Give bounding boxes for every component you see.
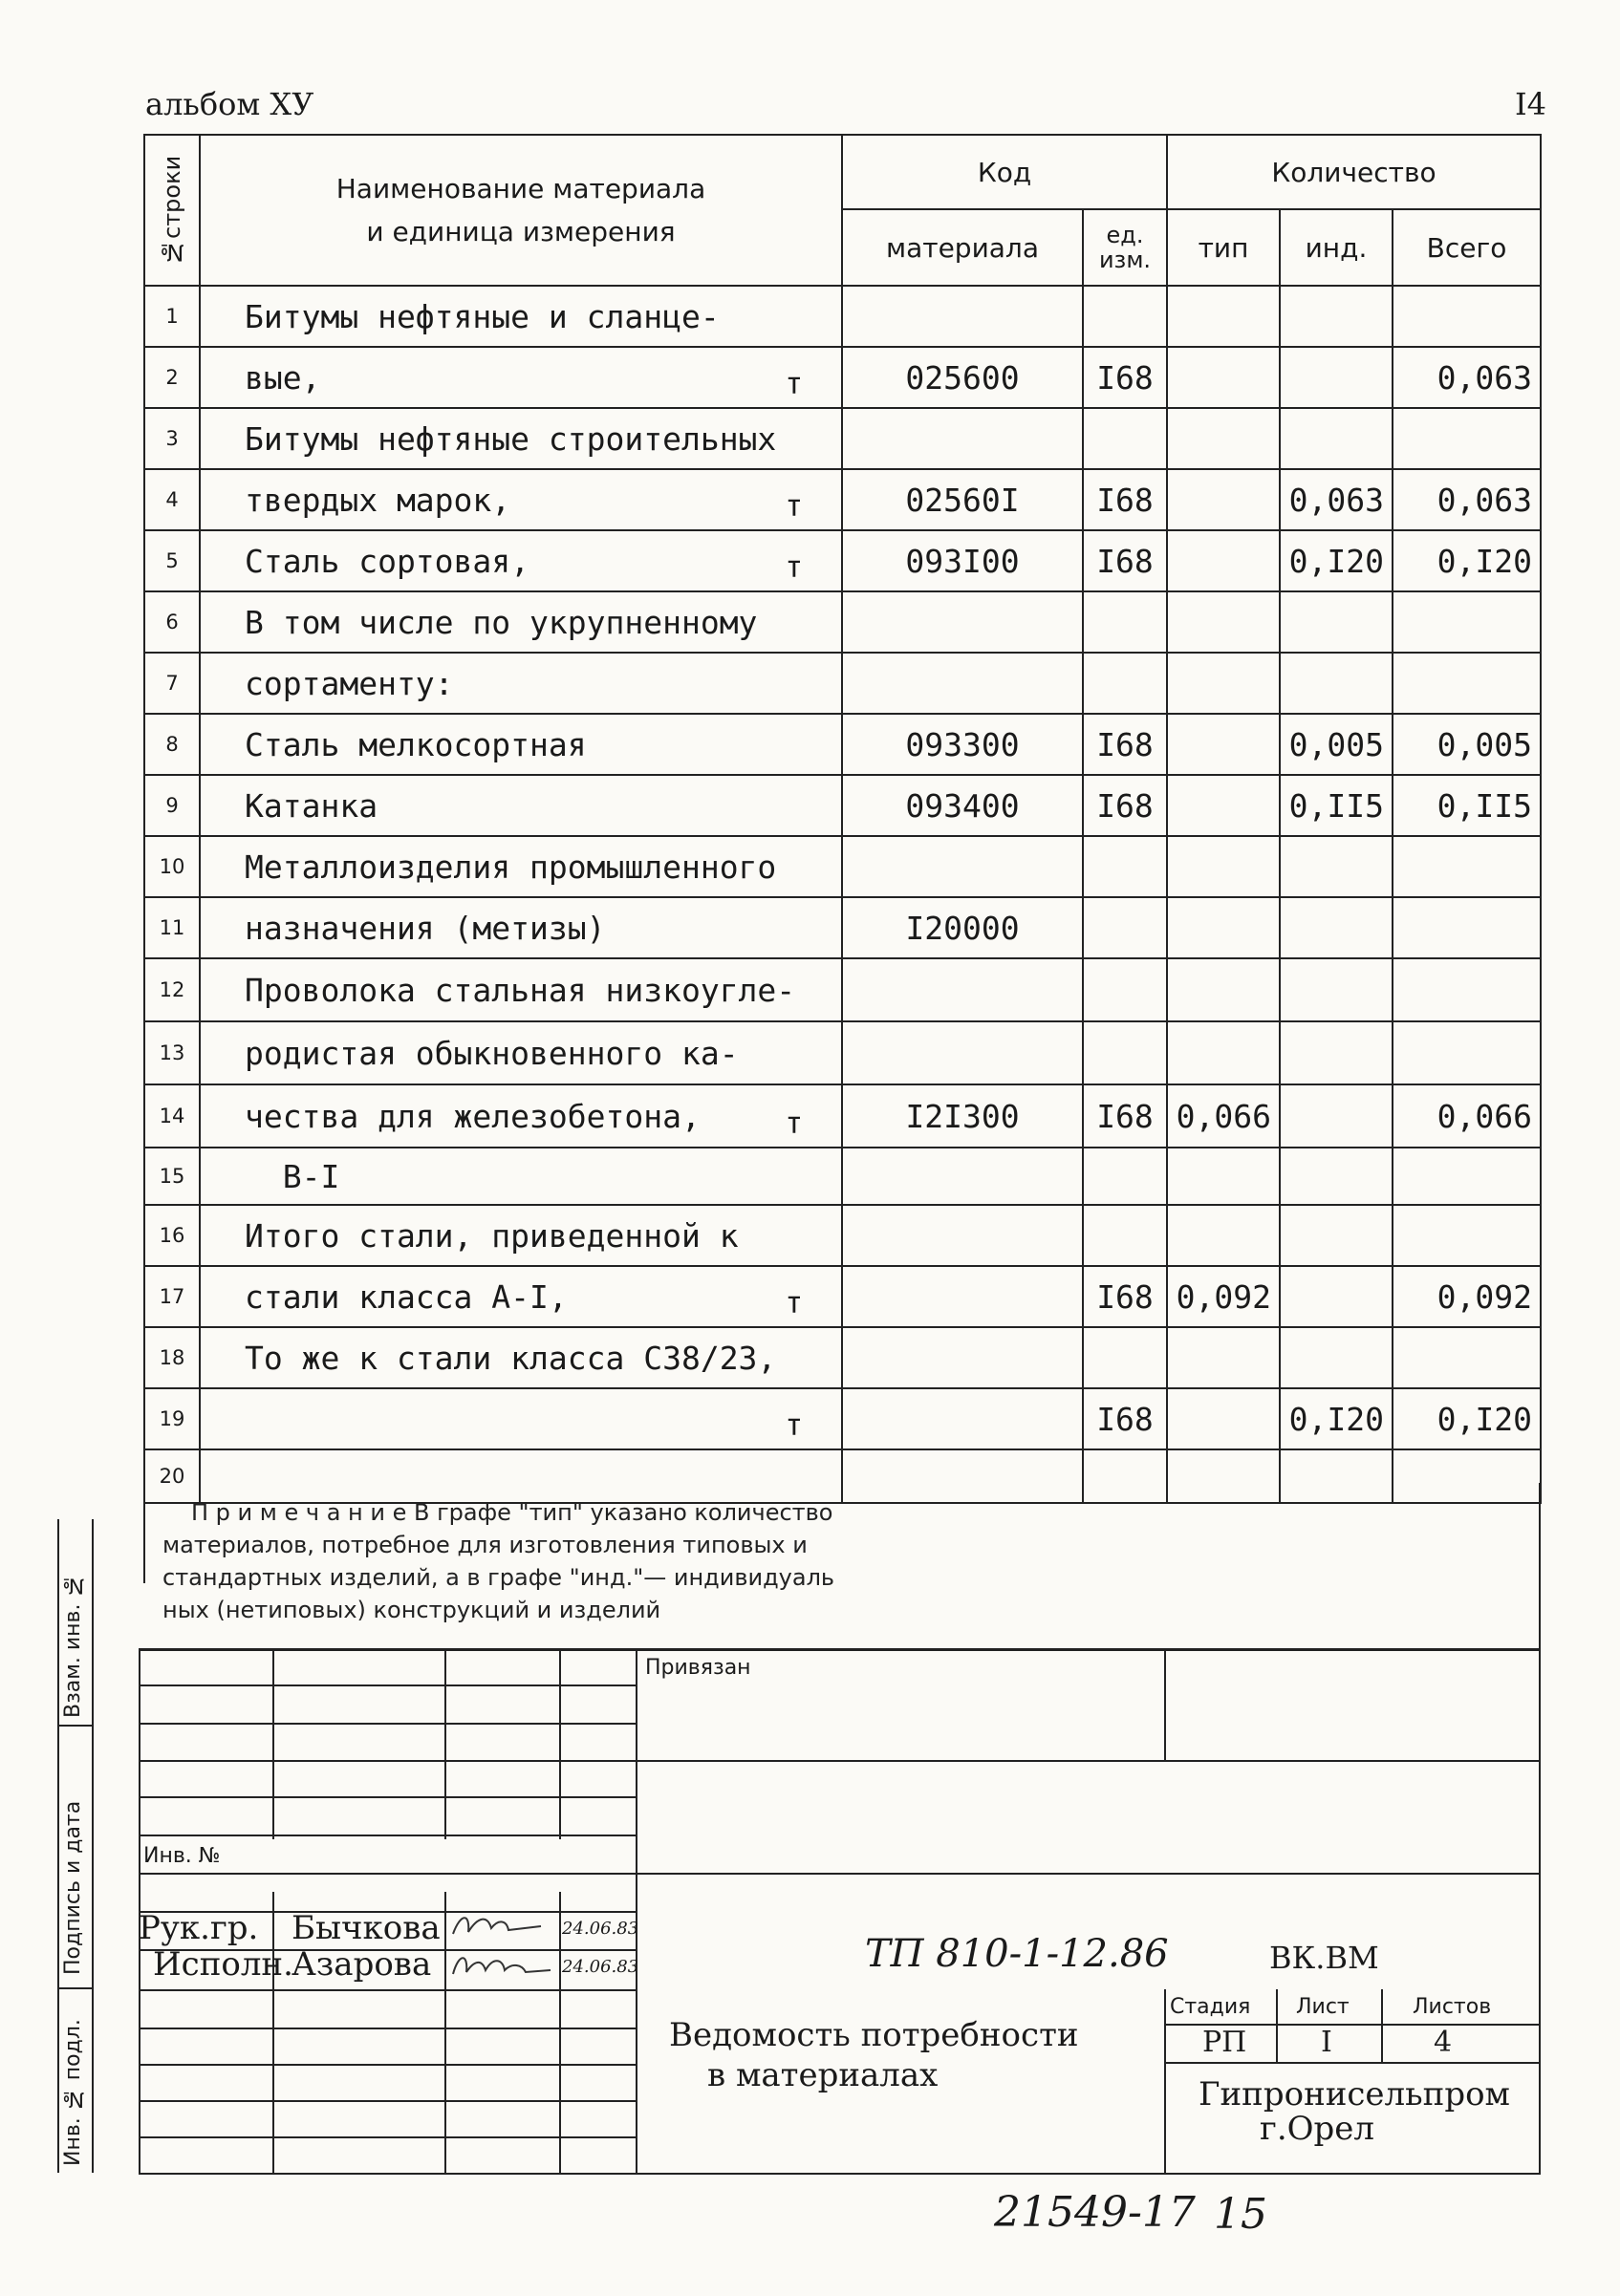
row-number (144, 1205, 200, 1266)
table-row (144, 1084, 1541, 1148)
doc-suffix: ВК.ВМ (1269, 1940, 1379, 1976)
qty-type (1167, 714, 1280, 775)
unit-letter: т (785, 1106, 803, 1141)
unit-code (1083, 1327, 1167, 1388)
unit-code (1083, 1449, 1167, 1503)
qty-ind (1280, 1449, 1393, 1503)
material-code (842, 1084, 1083, 1148)
material-name (200, 1327, 842, 1388)
row-number (144, 347, 200, 408)
unit-code (1083, 1084, 1167, 1148)
row-number (144, 1388, 200, 1449)
unit-code (1083, 591, 1167, 653)
qty-type (1167, 958, 1280, 1021)
album-label: альбом ХУ (145, 86, 314, 122)
qty-type (1167, 1148, 1280, 1205)
page-number: I4 (1515, 86, 1546, 122)
material-name-text: Катанка (245, 786, 378, 825)
row-number-text: 15 (159, 1165, 185, 1188)
qty-total (1393, 286, 1541, 347)
row-number-text: 11 (159, 916, 185, 939)
unit-code-text: I68 (1096, 786, 1154, 825)
qty-total (1393, 469, 1541, 530)
stage-label: Стадия (1170, 1995, 1251, 2019)
material-name (200, 286, 842, 347)
table-row (144, 469, 1541, 530)
qty-total (1393, 714, 1541, 775)
material-code (842, 1388, 1083, 1449)
qty-type-text: 0,092 (1176, 1277, 1271, 1316)
material-code (842, 1449, 1083, 1503)
row-number (144, 714, 200, 775)
qty-ind (1280, 714, 1393, 775)
side-label-podpis: Подпись и дата (61, 1800, 85, 1975)
qty-total (1393, 1205, 1541, 1266)
title-line-1: Ведомость потребности (669, 2016, 1079, 2054)
material-code-text: 025600 (905, 358, 1020, 397)
material-code (842, 347, 1083, 408)
table-row (144, 1148, 1541, 1205)
qty-ind (1280, 1266, 1393, 1327)
header-row-number: №строки (144, 135, 200, 286)
material-name (200, 1205, 842, 1266)
material-code (842, 1205, 1083, 1266)
material-code (842, 530, 1083, 591)
qty-ind (1280, 1327, 1393, 1388)
material-code (842, 591, 1083, 653)
header-name-line2: и единица измерения (366, 216, 676, 247)
qty-ind-text: 0,I20 (1288, 1400, 1384, 1438)
qty-total (1393, 1449, 1541, 1503)
unit-letter: т (785, 1408, 803, 1443)
side-strip-outer-line (57, 1519, 59, 2173)
header-code-material: материала (842, 209, 1083, 286)
material-code (842, 958, 1083, 1021)
material-name (200, 714, 842, 775)
qty-type (1167, 1205, 1280, 1266)
qty-total-text: 0,063 (1436, 481, 1532, 519)
qty-total (1393, 958, 1541, 1021)
qty-ind-text: 0,063 (1288, 481, 1384, 519)
row-number (144, 1266, 200, 1327)
qty-total (1393, 591, 1541, 653)
row-number-text: 19 (159, 1407, 185, 1430)
doc-code: ТП 810-1-12.86 (865, 1932, 1169, 1976)
sheets-label: Листов (1413, 1995, 1492, 2019)
note-line-1: П р и м е ч а н и е В графе "тип" указано количество (191, 1499, 833, 1526)
unit-code (1083, 958, 1167, 1021)
table-row (144, 1388, 1541, 1449)
material-name (200, 836, 842, 897)
qty-total (1393, 408, 1541, 469)
row-number-text: 10 (159, 855, 185, 878)
row-number-text: 17 (159, 1285, 185, 1308)
qty-ind (1280, 836, 1393, 897)
unit-code (1083, 653, 1167, 714)
qty-type (1167, 347, 1280, 408)
row-number-text: 14 (159, 1105, 185, 1127)
unit-code (1083, 347, 1167, 408)
title-line-2: в материалах (707, 2056, 939, 2094)
material-code-text: 093400 (905, 786, 1020, 825)
unit-code (1083, 1266, 1167, 1327)
material-code (842, 1021, 1083, 1084)
unit-code (1083, 897, 1167, 958)
table-body (144, 286, 1541, 1503)
side-label-vzam: Взам. инв. № (61, 1573, 85, 1718)
row-number-text: 13 (159, 1041, 185, 1064)
side-label-inv-podl: Инв. № подл. (61, 2019, 85, 2166)
ruk-date: 24.06.83 (562, 1919, 639, 1939)
table-row (144, 408, 1541, 469)
unit-letter: т (785, 1286, 803, 1320)
row-number (144, 1021, 200, 1084)
material-name-text: Металлоизделия промышленного (245, 848, 777, 886)
qty-total-text: 0,066 (1436, 1097, 1532, 1135)
unit-code (1083, 1021, 1167, 1084)
header-quantity: Количество (1167, 135, 1541, 209)
material-name (200, 1388, 842, 1449)
table-row (144, 347, 1541, 408)
table-row (144, 1021, 1541, 1084)
qty-total-text: 0,063 (1436, 358, 1532, 397)
header-code-unit: ед. изм. (1083, 209, 1167, 286)
qty-type-text: 0,066 (1176, 1097, 1271, 1135)
material-name (200, 653, 842, 714)
material-code-text: 093I00 (905, 542, 1020, 580)
qty-type (1167, 591, 1280, 653)
material-code (842, 469, 1083, 530)
table-row (144, 958, 1541, 1021)
material-code-text: I2I300 (905, 1097, 1020, 1135)
qty-ind (1280, 530, 1393, 591)
material-code (842, 408, 1083, 469)
material-name-text: В-I (245, 1157, 340, 1195)
material-name (200, 897, 842, 958)
row-number (144, 1148, 200, 1205)
ruk-name: Бычкова (292, 1909, 441, 1947)
qty-total (1393, 1327, 1541, 1388)
unit-code-text: I68 (1096, 1277, 1154, 1316)
row-number (144, 775, 200, 836)
ruk-label: Рук.гр. (139, 1909, 259, 1947)
unit-code-text: I68 (1096, 358, 1154, 397)
qty-total (1393, 1084, 1541, 1148)
qty-type (1167, 1084, 1280, 1148)
unit-code (1083, 530, 1167, 591)
table-row (144, 1449, 1541, 1503)
material-name-text: В том числе по укрупненному (245, 603, 758, 641)
isp-name: Азарова (292, 1945, 432, 1984)
material-name (200, 408, 842, 469)
unit-code (1083, 775, 1167, 836)
qty-type (1167, 897, 1280, 958)
qty-ind (1280, 286, 1393, 347)
row-number-text: 3 (165, 427, 179, 450)
row-number (144, 1327, 200, 1388)
table-row (144, 1266, 1541, 1327)
unit-letter: т (785, 489, 803, 524)
table-row (144, 1327, 1541, 1388)
qty-type (1167, 469, 1280, 530)
qty-ind (1280, 347, 1393, 408)
isp-date: 24.06.83 (562, 1957, 639, 1977)
table-row (144, 591, 1541, 653)
qty-total (1393, 1266, 1541, 1327)
qty-total-text: 0,I20 (1436, 1400, 1532, 1438)
sheet-label: Лист (1296, 1995, 1350, 2019)
qty-total (1393, 653, 1541, 714)
qty-ind-text: 0,I20 (1288, 542, 1384, 580)
row-number (144, 1084, 200, 1148)
unit-code-text: I68 (1096, 481, 1154, 519)
material-code (842, 897, 1083, 958)
privyazan-label: Привязан (645, 1656, 751, 1680)
qty-total (1393, 1021, 1541, 1084)
header-code: Код (842, 135, 1167, 209)
note-line-2: материалов, потребное для изготовления типовых и (162, 1532, 808, 1558)
material-code (842, 286, 1083, 347)
material-name-text: Сталь мелкосортная (245, 725, 587, 763)
qty-type (1167, 1388, 1280, 1449)
note-line-3: стандартных изделий, а в графе "инд."— индивидуаль (162, 1564, 835, 1591)
material-name-text: чества для железобетона, (245, 1097, 701, 1135)
row-number-text: 1 (165, 305, 179, 328)
qty-ind (1280, 408, 1393, 469)
material-name (200, 469, 842, 530)
qty-type (1167, 775, 1280, 836)
sheets-value: 4 (1434, 2026, 1453, 2059)
qty-type (1167, 530, 1280, 591)
qty-type (1167, 1449, 1280, 1503)
table-row (144, 530, 1541, 591)
unit-code (1083, 1205, 1167, 1266)
row-number-text: 6 (165, 611, 179, 633)
org-line-2: г.Орел (1260, 2110, 1374, 2148)
material-code-text: I20000 (905, 909, 1020, 947)
qty-ind (1280, 1021, 1393, 1084)
qty-type (1167, 408, 1280, 469)
material-code (842, 714, 1083, 775)
row-number (144, 530, 200, 591)
row-number (144, 958, 200, 1021)
qty-total (1393, 530, 1541, 591)
row-number (144, 591, 200, 653)
inv-no-label: Инв. № (143, 1844, 221, 1868)
row-number (144, 1449, 200, 1503)
material-name-text: Итого стали, приведенной к (245, 1216, 739, 1255)
material-name-text: вые, (245, 358, 321, 397)
isp-signature-icon (449, 1949, 554, 1985)
material-name (200, 775, 842, 836)
material-name (200, 591, 842, 653)
qty-type (1167, 836, 1280, 897)
row-number-text: 20 (159, 1465, 185, 1488)
header-qty-total: Всего (1393, 209, 1541, 286)
qty-type (1167, 1266, 1280, 1327)
qty-ind (1280, 653, 1393, 714)
material-name (200, 530, 842, 591)
material-name (200, 347, 842, 408)
material-name-text: Битумы нефтяные и сланце- (245, 297, 720, 335)
table-row (144, 1205, 1541, 1266)
material-name (200, 1148, 842, 1205)
unit-code-text: I68 (1096, 1097, 1154, 1135)
row-number-text: 18 (159, 1346, 185, 1369)
qty-total-text: 0,005 (1436, 725, 1532, 763)
qty-ind-text: 0,005 (1288, 725, 1384, 763)
material-code-text: 02560I (905, 481, 1020, 519)
qty-total (1393, 775, 1541, 836)
table-row (144, 714, 1541, 775)
qty-type (1167, 1327, 1280, 1388)
handwritten-number-left: 21549-17 (994, 2188, 1196, 2237)
unit-code (1083, 286, 1167, 347)
material-name (200, 1021, 842, 1084)
material-name-text: То же к стали класса С38/23, (245, 1339, 777, 1377)
qty-ind (1280, 958, 1393, 1021)
table-row (144, 836, 1541, 897)
table-row (144, 286, 1541, 347)
note-line-4: ных (нетиповых) конструкций и изделий (162, 1597, 661, 1623)
unit-letter: т (785, 367, 803, 401)
qty-ind (1280, 775, 1393, 836)
header-qty-ind: инд. (1280, 209, 1393, 286)
material-name-text: стали класса А-I, (245, 1277, 568, 1316)
material-name-text: родистая обыкновенного ка- (245, 1034, 739, 1072)
material-name-text: Битумы нефтяные строительных (245, 419, 777, 458)
ruk-signature-icon (449, 1907, 545, 1950)
unit-code-text: I68 (1096, 542, 1154, 580)
material-name (200, 1449, 842, 1503)
material-code (842, 653, 1083, 714)
qty-total-text: 0,I20 (1436, 542, 1532, 580)
unit-letter: т (785, 550, 803, 585)
isp-label: Исполн. (153, 1945, 293, 1984)
qty-type (1167, 1021, 1280, 1084)
material-name-text: Сталь сортовая, (245, 542, 530, 580)
unit-code-text: I68 (1096, 725, 1154, 763)
row-number-text: 5 (165, 549, 179, 572)
qty-ind (1280, 591, 1393, 653)
qty-total-text: 0,II5 (1436, 786, 1532, 825)
material-name-text: твердых марок, (245, 481, 511, 519)
qty-ind (1280, 469, 1393, 530)
row-number (144, 286, 200, 347)
qty-type (1167, 286, 1280, 347)
unit-code (1083, 1388, 1167, 1449)
table-row (144, 653, 1541, 714)
row-number-text: 2 (165, 366, 179, 389)
row-number-text: 16 (159, 1224, 185, 1247)
row-number-text: 4 (165, 488, 179, 511)
material-code-text: 093300 (905, 725, 1020, 763)
qty-total-text: 0,092 (1436, 1277, 1532, 1316)
header-material-name (200, 135, 842, 286)
material-code (842, 1327, 1083, 1388)
material-code (842, 1266, 1083, 1327)
row-number-text: 7 (165, 672, 179, 695)
qty-ind (1280, 1084, 1393, 1148)
qty-ind (1280, 1148, 1393, 1205)
row-number (144, 653, 200, 714)
unit-code (1083, 836, 1167, 897)
material-code (842, 775, 1083, 836)
unit-code (1083, 1148, 1167, 1205)
material-code (842, 1148, 1083, 1205)
header-name-line1: Наименование материала (335, 173, 706, 204)
handwritten-number-right: 15 (1214, 2190, 1267, 2239)
unit-code (1083, 714, 1167, 775)
qty-ind-text: 0,II5 (1288, 786, 1384, 825)
material-name (200, 1266, 842, 1327)
table-row (144, 897, 1541, 958)
row-number-text: 9 (165, 794, 179, 817)
side-strip-inner-line (92, 1519, 94, 2173)
materials-table (143, 134, 1542, 1504)
row-number (144, 469, 200, 530)
material-name-text: Проволока стальная низкоугле- (245, 971, 796, 1009)
row-number (144, 408, 200, 469)
table-row (144, 775, 1541, 836)
row-number (144, 836, 200, 897)
row-number (144, 897, 200, 958)
org-line-1: Гипронисельпром (1199, 2075, 1511, 2114)
sheet-value: I (1321, 2026, 1332, 2059)
material-name (200, 1084, 842, 1148)
qty-ind (1280, 1388, 1393, 1449)
material-name-text: сортаменту: (245, 664, 454, 702)
qty-ind (1280, 1205, 1393, 1266)
unit-code (1083, 469, 1167, 530)
qty-total (1393, 347, 1541, 408)
material-name-text: назначения (метизы) (245, 909, 606, 947)
qty-ind (1280, 897, 1393, 958)
qty-type (1167, 653, 1280, 714)
row-number-text: 12 (159, 978, 185, 1001)
unit-code (1083, 408, 1167, 469)
material-code (842, 836, 1083, 897)
unit-code-text: I68 (1096, 1400, 1154, 1438)
qty-total (1393, 1148, 1541, 1205)
qty-total (1393, 836, 1541, 897)
qty-total (1393, 897, 1541, 958)
row-number-text: 8 (165, 733, 179, 756)
material-name (200, 958, 842, 1021)
header-qty-type: тип (1167, 209, 1280, 286)
qty-total (1393, 1388, 1541, 1449)
stage-value: РП (1202, 2026, 1247, 2059)
